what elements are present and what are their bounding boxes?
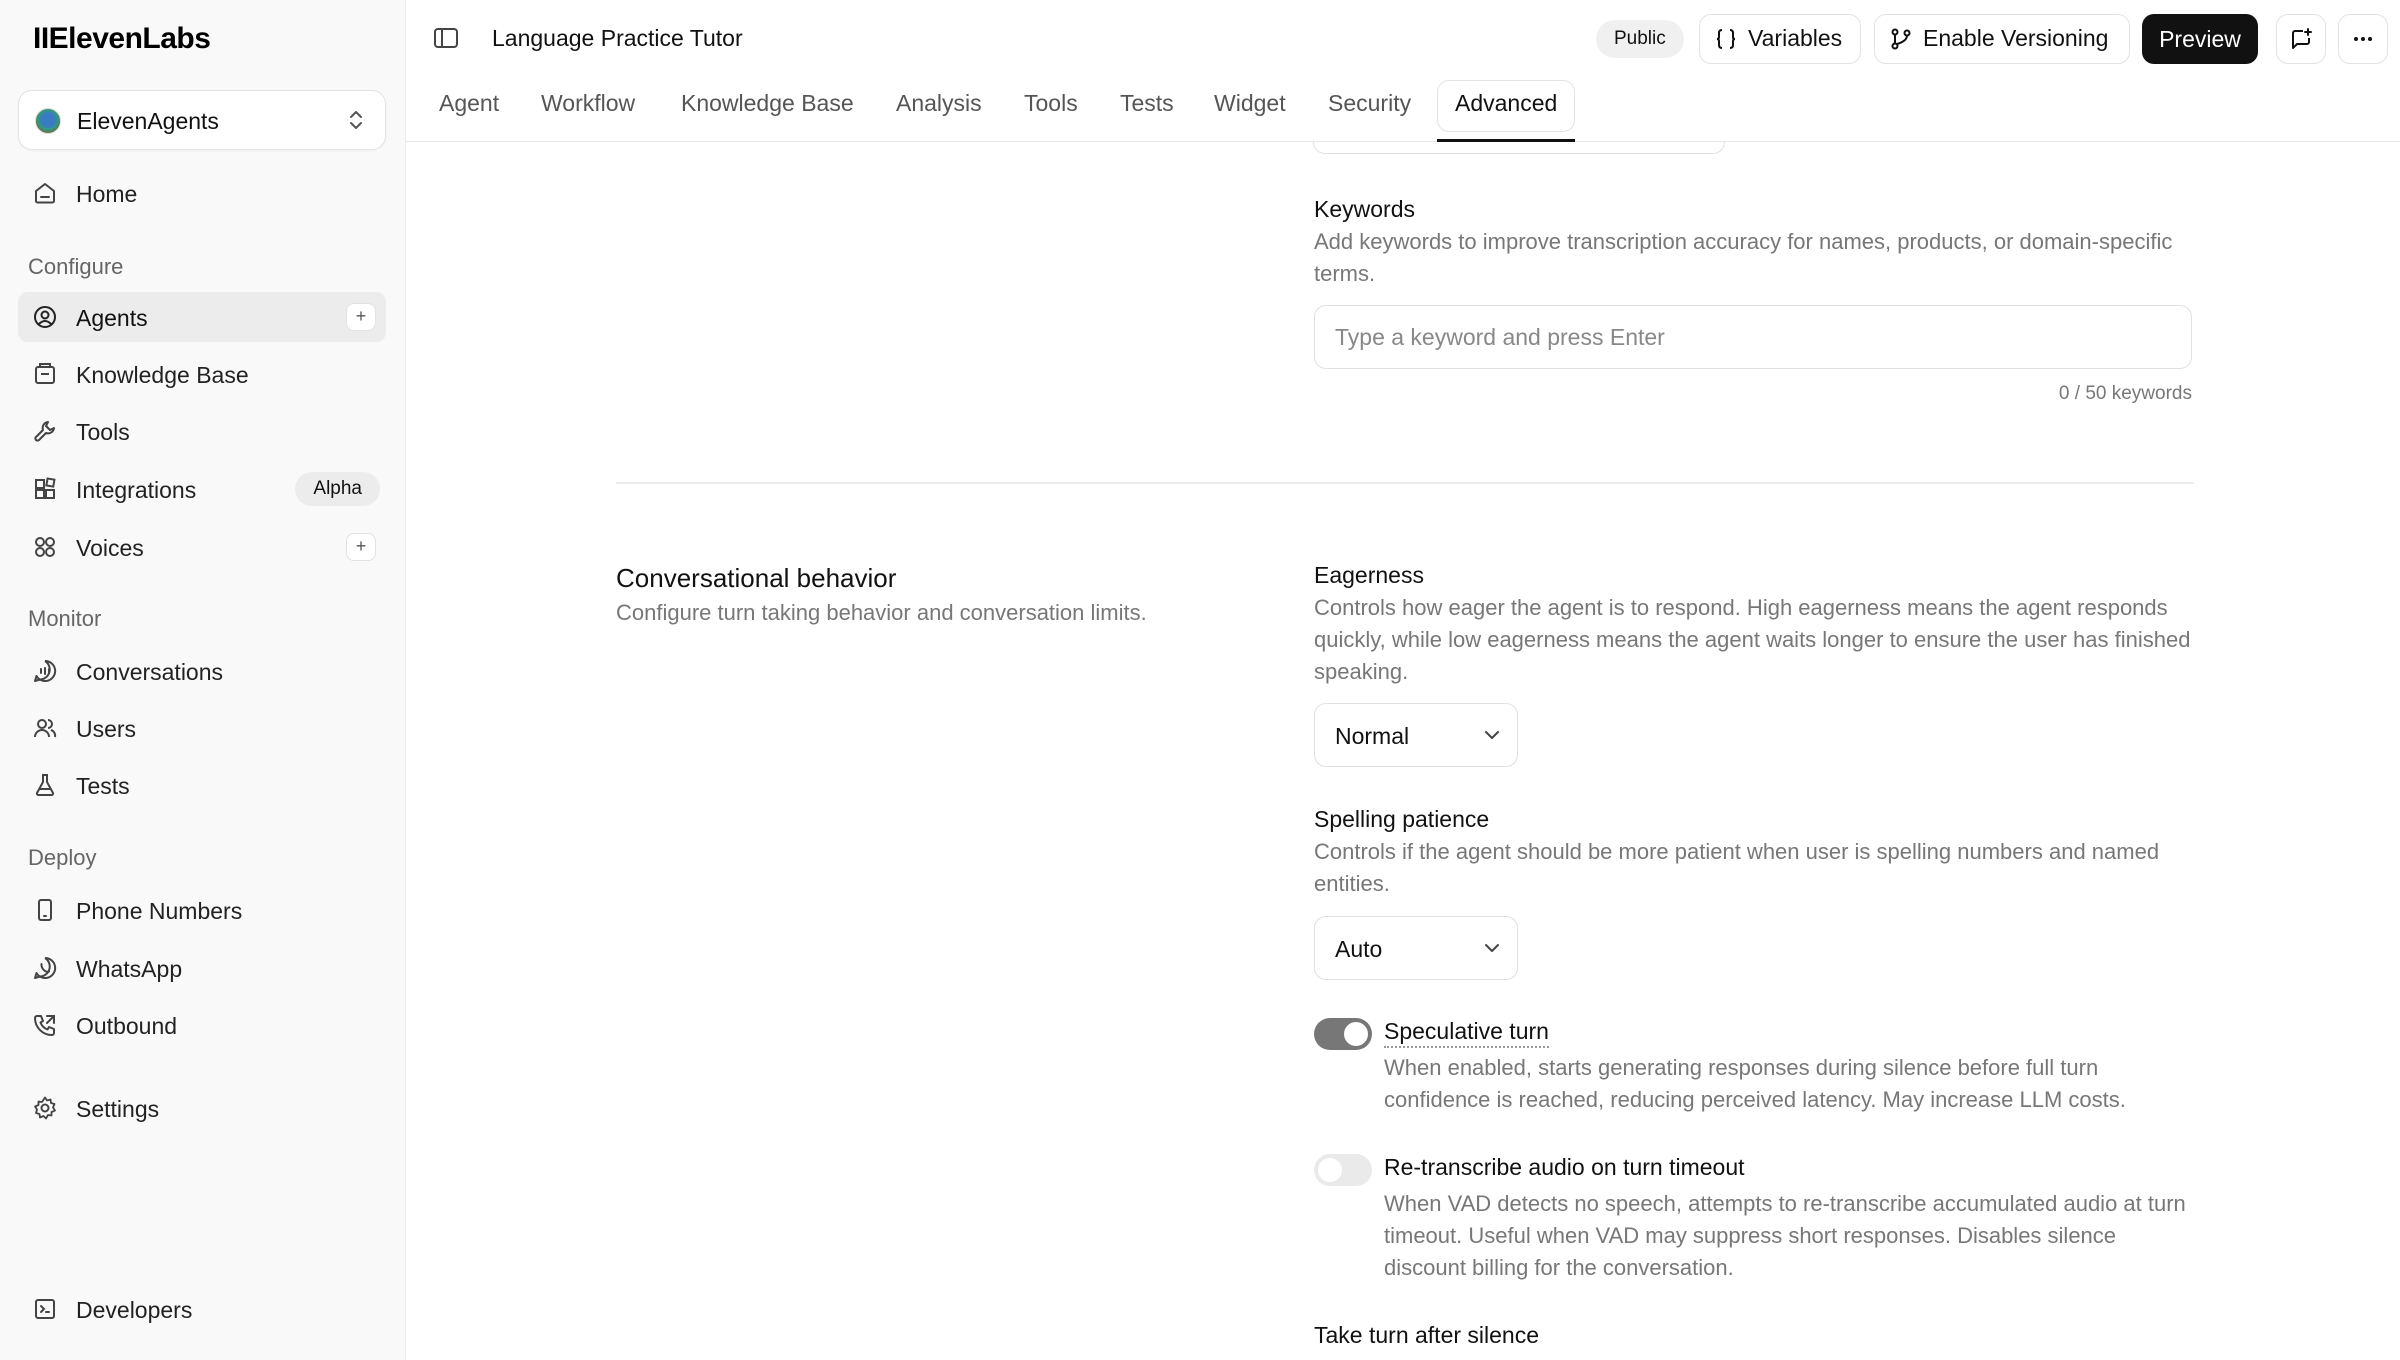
speculative-turn-toggle[interactable] bbox=[1314, 1018, 1372, 1050]
spelling-patience-value: Auto bbox=[1335, 936, 1383, 962]
workspace-name: ElevenAgents bbox=[77, 108, 219, 134]
app-logo[interactable]: IIElevenLabs bbox=[33, 22, 211, 55]
tab-label: Agent bbox=[439, 90, 500, 116]
sidebar-item-label: Conversations bbox=[76, 659, 224, 685]
sidebar-item-phone-numbers[interactable] bbox=[18, 885, 386, 935]
braces-icon bbox=[1714, 27, 1738, 51]
blocks-icon bbox=[32, 476, 58, 502]
tab-widget[interactable] bbox=[1214, 78, 1286, 142]
sidebar-item-developers[interactable] bbox=[18, 1284, 386, 1334]
sidebar-item-whatsapp[interactable] bbox=[18, 943, 386, 993]
voices-icon bbox=[32, 534, 58, 560]
sidebar-item-integrations[interactable] bbox=[18, 464, 386, 514]
spelling-patience-select[interactable] bbox=[1314, 916, 1518, 980]
tab-security[interactable] bbox=[1328, 78, 1411, 142]
sidebar-item-label: Settings bbox=[76, 1096, 160, 1122]
tab-label: Knowledge Base bbox=[681, 90, 854, 116]
keywords-placeholder: Type a keyword and press Enter bbox=[1335, 324, 1665, 350]
settings-content bbox=[406, 142, 2400, 1360]
sidebar-item-label: Developers bbox=[76, 1297, 193, 1323]
keywords-counter: 0 / 50 keywords bbox=[2058, 383, 2192, 404]
sidebar-item-label: Outbound bbox=[76, 1013, 178, 1039]
tab-bar bbox=[406, 78, 2400, 142]
sidebar-item-conversations[interactable] bbox=[18, 646, 386, 696]
tab-label: Tests bbox=[1120, 90, 1174, 116]
section-deploy: Deploy bbox=[28, 845, 97, 870]
keywords-input[interactable] bbox=[1314, 305, 2192, 369]
chevron-down-icon bbox=[1483, 728, 1501, 742]
sidebar-item-label: Integrations bbox=[76, 477, 197, 503]
take-turn-title: Take turn after silence bbox=[1314, 1322, 1540, 1348]
sidebar-item-tests[interactable] bbox=[18, 760, 386, 810]
tab-label: Workflow bbox=[541, 90, 636, 116]
sidebar-item-label: WhatsApp bbox=[76, 956, 183, 982]
sidebar-item-settings[interactable] bbox=[18, 1083, 386, 1133]
terminal-icon bbox=[32, 1296, 58, 1322]
tab-tools[interactable] bbox=[1024, 78, 1078, 142]
git-branch-icon bbox=[1889, 27, 1913, 51]
tab-label: Analysis bbox=[896, 90, 982, 116]
visibility-badge[interactable]: Public bbox=[1596, 20, 1684, 58]
home-icon bbox=[32, 180, 58, 206]
gear-icon bbox=[32, 1095, 58, 1121]
chat-plus-icon bbox=[2289, 27, 2313, 51]
chat-icon bbox=[32, 658, 58, 684]
sidebar-item-label: Voices bbox=[76, 535, 144, 561]
section-monitor: Monitor bbox=[28, 606, 102, 631]
section-configure: Configure bbox=[28, 254, 124, 279]
retranscribe-title: Re-transcribe audio on turn timeout bbox=[1384, 1154, 1745, 1180]
sidebar-item-users[interactable] bbox=[18, 703, 386, 753]
top-bar bbox=[406, 0, 2400, 142]
sidebar-item-home[interactable] bbox=[18, 168, 386, 218]
sidebar-item-agents[interactable] bbox=[18, 292, 386, 342]
sidebar-item-label: Home bbox=[76, 181, 138, 207]
tab-tests[interactable] bbox=[1120, 78, 1174, 142]
sidebar bbox=[0, 0, 406, 1360]
eagerness-select[interactable] bbox=[1314, 703, 1518, 767]
eagerness-value: Normal bbox=[1335, 723, 1410, 749]
tab-label: Widget bbox=[1214, 90, 1286, 116]
sidebar-item-label: Tools bbox=[76, 419, 130, 445]
retranscribe-description: When VAD detects no speech, attempts to re-transcribe accumulated audio at turn timeout. Useful when VAD may suppress short responses. Disables silence discount billing for the conversation. bbox=[1384, 1191, 2186, 1280]
tab-agent[interactable] bbox=[439, 78, 499, 142]
sidebar-item-voices[interactable] bbox=[18, 522, 386, 572]
variables-label: Variables bbox=[1748, 25, 1843, 51]
sidebar-item-outbound[interactable] bbox=[18, 1000, 386, 1050]
section-divider bbox=[616, 482, 2194, 484]
tab-advanced[interactable] bbox=[1455, 78, 1557, 142]
toggle-knob bbox=[1344, 1022, 1368, 1046]
tab-label: Security bbox=[1328, 90, 1412, 116]
sidebar-item-label: Users bbox=[76, 716, 137, 742]
variables-button[interactable] bbox=[1699, 14, 1861, 64]
spelling-patience-title: Spelling patience bbox=[1314, 806, 1490, 832]
whatsapp-icon bbox=[32, 955, 58, 981]
users-icon bbox=[32, 715, 58, 741]
tab-analysis[interactable] bbox=[896, 78, 982, 142]
keywords-description: Add keywords to improve transcription accuracy for names, products, or domain-specific terms. bbox=[1314, 229, 2173, 286]
sidebar-item-label: Tests bbox=[76, 773, 130, 799]
eagerness-description: Controls how eager the agent is to respond. High eagerness means the agent responds quickly, while low eagerness means the agent waits longer to ensure the user has finished speaking. bbox=[1314, 595, 2191, 684]
phone-device-icon bbox=[32, 897, 58, 923]
flask-icon bbox=[32, 772, 58, 798]
sidebar-item-label: Phone Numbers bbox=[76, 898, 243, 924]
sidebar-toggle-icon[interactable] bbox=[432, 24, 460, 52]
speculative-turn-description: When enabled, starts generating responses during silence before full turn confidence is reached, reducing perceived latency. May increase LLM costs. bbox=[1384, 1055, 2126, 1112]
tab-knowledge-base[interactable] bbox=[681, 78, 854, 142]
phone-outgoing-icon bbox=[32, 1012, 58, 1038]
sidebar-item-label: Knowledge Base bbox=[76, 362, 249, 388]
chevron-up-down-icon bbox=[345, 107, 367, 133]
page-title: Language Practice Tutor bbox=[492, 25, 743, 51]
toggle-knob bbox=[1318, 1158, 1342, 1182]
alpha-badge: Alpha bbox=[295, 472, 380, 506]
chevron-down-icon bbox=[1483, 941, 1501, 955]
versioning-label: Enable Versioning bbox=[1923, 25, 2109, 51]
more-options-button[interactable] bbox=[2338, 14, 2388, 64]
section-title: Conversational behavior bbox=[616, 563, 897, 593]
enable-versioning-button[interactable] bbox=[1874, 14, 2130, 64]
retranscribe-toggle[interactable] bbox=[1314, 1154, 1372, 1186]
agent-icon bbox=[32, 304, 58, 330]
speculative-turn-title: Speculative turn bbox=[1384, 1018, 1549, 1048]
add-voice-button[interactable]: + bbox=[346, 533, 376, 561]
folder-icon bbox=[32, 361, 58, 387]
more-horizontal-icon bbox=[2351, 27, 2375, 51]
scrolled-input[interactable] bbox=[1313, 142, 1725, 154]
workspace-switcher[interactable] bbox=[18, 90, 386, 150]
eagerness-title: Eagerness bbox=[1314, 562, 1424, 588]
sidebar-item-label: Agents bbox=[76, 305, 148, 331]
spelling-patience-description: Controls if the agent should be more patient when user is spelling numbers and named entities. bbox=[1314, 839, 2160, 896]
add-chat-button[interactable] bbox=[2276, 14, 2326, 64]
sidebar-item-tools[interactable] bbox=[18, 406, 386, 456]
tab-label: Advanced bbox=[1455, 90, 1558, 116]
preview-button[interactable]: Preview bbox=[2142, 14, 2258, 64]
tab-label: Tools bbox=[1024, 90, 1078, 116]
add-agent-button[interactable]: + bbox=[346, 303, 376, 331]
wrench-icon bbox=[32, 418, 58, 444]
section-description: Configure turn taking behavior and conversation limits. bbox=[616, 600, 1147, 625]
sidebar-item-knowledge-base[interactable] bbox=[18, 349, 386, 399]
keywords-title: Keywords bbox=[1314, 196, 1415, 222]
workspace-avatar bbox=[35, 108, 61, 134]
tab-workflow[interactable] bbox=[541, 78, 635, 142]
